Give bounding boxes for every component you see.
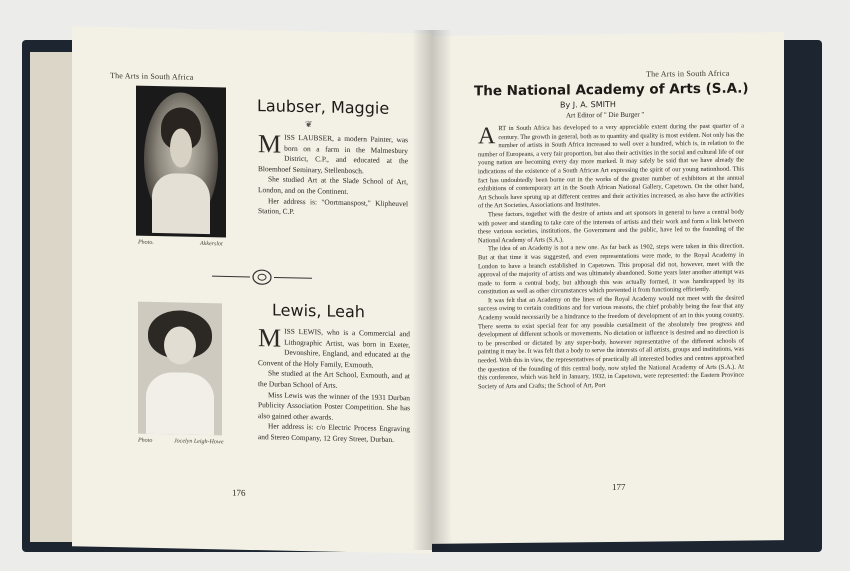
photo-credit-2: Jocelyn Leigh-Howe	[174, 438, 224, 446]
dropcap: M	[258, 129, 282, 159]
entry-heading-lewis: Lewis, Leah	[272, 300, 365, 322]
dropcap: A	[478, 123, 496, 150]
page-number-left: 176	[232, 487, 246, 498]
article-byline: By J. A. SMITH	[560, 99, 616, 110]
portrait-lewis	[138, 302, 222, 436]
article-subline: Art Editor of " Die Burger "	[566, 110, 645, 120]
photo-caption-left-1: Photo.	[138, 239, 154, 246]
portrait-laubser	[136, 86, 226, 238]
left-page	[72, 26, 432, 554]
right-page	[432, 32, 784, 544]
dropcap: M	[258, 323, 282, 353]
running-head-left: The Arts in South Africa	[110, 71, 194, 82]
entry-text-laubser: MISS LAUBSER, a modern Painter, was born on a farm in the Malmesbury District, C.P., and educated at the Bloemhoef Seminary, Stellenbosch. She studied Art at the Slade School of Art, London, and on the Continent. Her address is: "Oortmanspost," Klipheuvel Station, C.P.	[258, 129, 408, 217]
small-ornament-icon: ❦	[305, 119, 313, 130]
book-gutter	[412, 30, 452, 550]
photo-caption-left-2: Photo	[138, 437, 153, 444]
article-body: ART in South Africa has developed to a very appreciable extent during the past quarter of a century. The growth in general, both as to quantity and quality is most evident. Not only has the number of artists in South Africa increased to well over a hundred, which is, in relation to the number of Europeans, a very fair proportion, but also their activities in the social and cultural life of our young nation are becoming every day more marked. It may safely be said that we have already the indications of the existence of a South African Art expressing the spirit of our young nationhood. This fact has undoubtedly been borne out in the works of the greater number of exhibitors at the annual exhibitions of contemporary art in the South African National Gallery, Capetown. On the other hand, Art Schools have sprung up at different centres and their activities increased, as also have the activities of the Art Societies, Associations and Institutes. These factors, together with the desire of artists and art sponsors in general to have a central body with power and standing to take care of the interests of artists and their work and form a link between these various societies, institutions, the Government and the public, have led to the founding of the National Academy of Arts (S.A.). The idea of an Academy is not a new one. As far back as 1902, steps were taken in this direction. But at that time it was suggested, and even representations were made, to the Royal Academy in London to have a branch established in Capetown. This proposal did not, however, meet with the approval of the majority of artists and was ultimately abandoned. Some years later another attempt was made to form a central body, but although this was actually formed, it was handicapped by its constitution as well as other circumstances which prevented it from functioning efficiently. It was felt that an Academy on the lines of the Royal Academy would not meet with the desired success owing to certain conditions and for various reasons, the chief probably being the fear that any Academy would necessarily be a hindrance to the freedom of development of art in this young country. There seems to exist special fear for any possible curtailment of the absolutely free progress and development of different schools or movements. No dictation or influence is desired and no direction is to be prescribed or dictated by any super-body, however representative of the different schools of painting it may be. It was felt that a body to serve the interests of all artists, groups and institutions, was needed. With this in view, the representatives of practically all interested bodies and centres approached the question of the founding of this central body, now styled the National Academy of Arts (S.A.). At this conference, which was held in January, 1932, in Capetown, were represented: the Eastern Province Society of Arts and Crafts; the School of Art, Port	[478, 122, 744, 391]
page-number-right: 177	[612, 481, 626, 492]
photo-credit-1: Akkerslot	[200, 240, 223, 248]
running-head-right: The Arts in South Africa	[646, 68, 730, 79]
divider-ornament-icon	[212, 267, 312, 287]
article-title: The National Academy of Arts (S.A.)	[474, 80, 749, 100]
entry-text-lewis: MISS LEWIS, who is a Commercial and Lithographic Artist, was born in Exeter, Devonshire, England, and educated at the Convent of the Holy Family, Exmouth. She studied at the Art School, Exmouth, and at the Durban School of Arts. Miss Lewis was the winner of the 1931 Durban Publicity Association Poster Competition. She has also gained other awards. Her address is: c/o Electric Process Engraving and Stereo Company, 12 Grey Street, Durban.	[258, 323, 410, 444]
entry-heading-laubser: Laubser, Maggie	[257, 96, 390, 118]
